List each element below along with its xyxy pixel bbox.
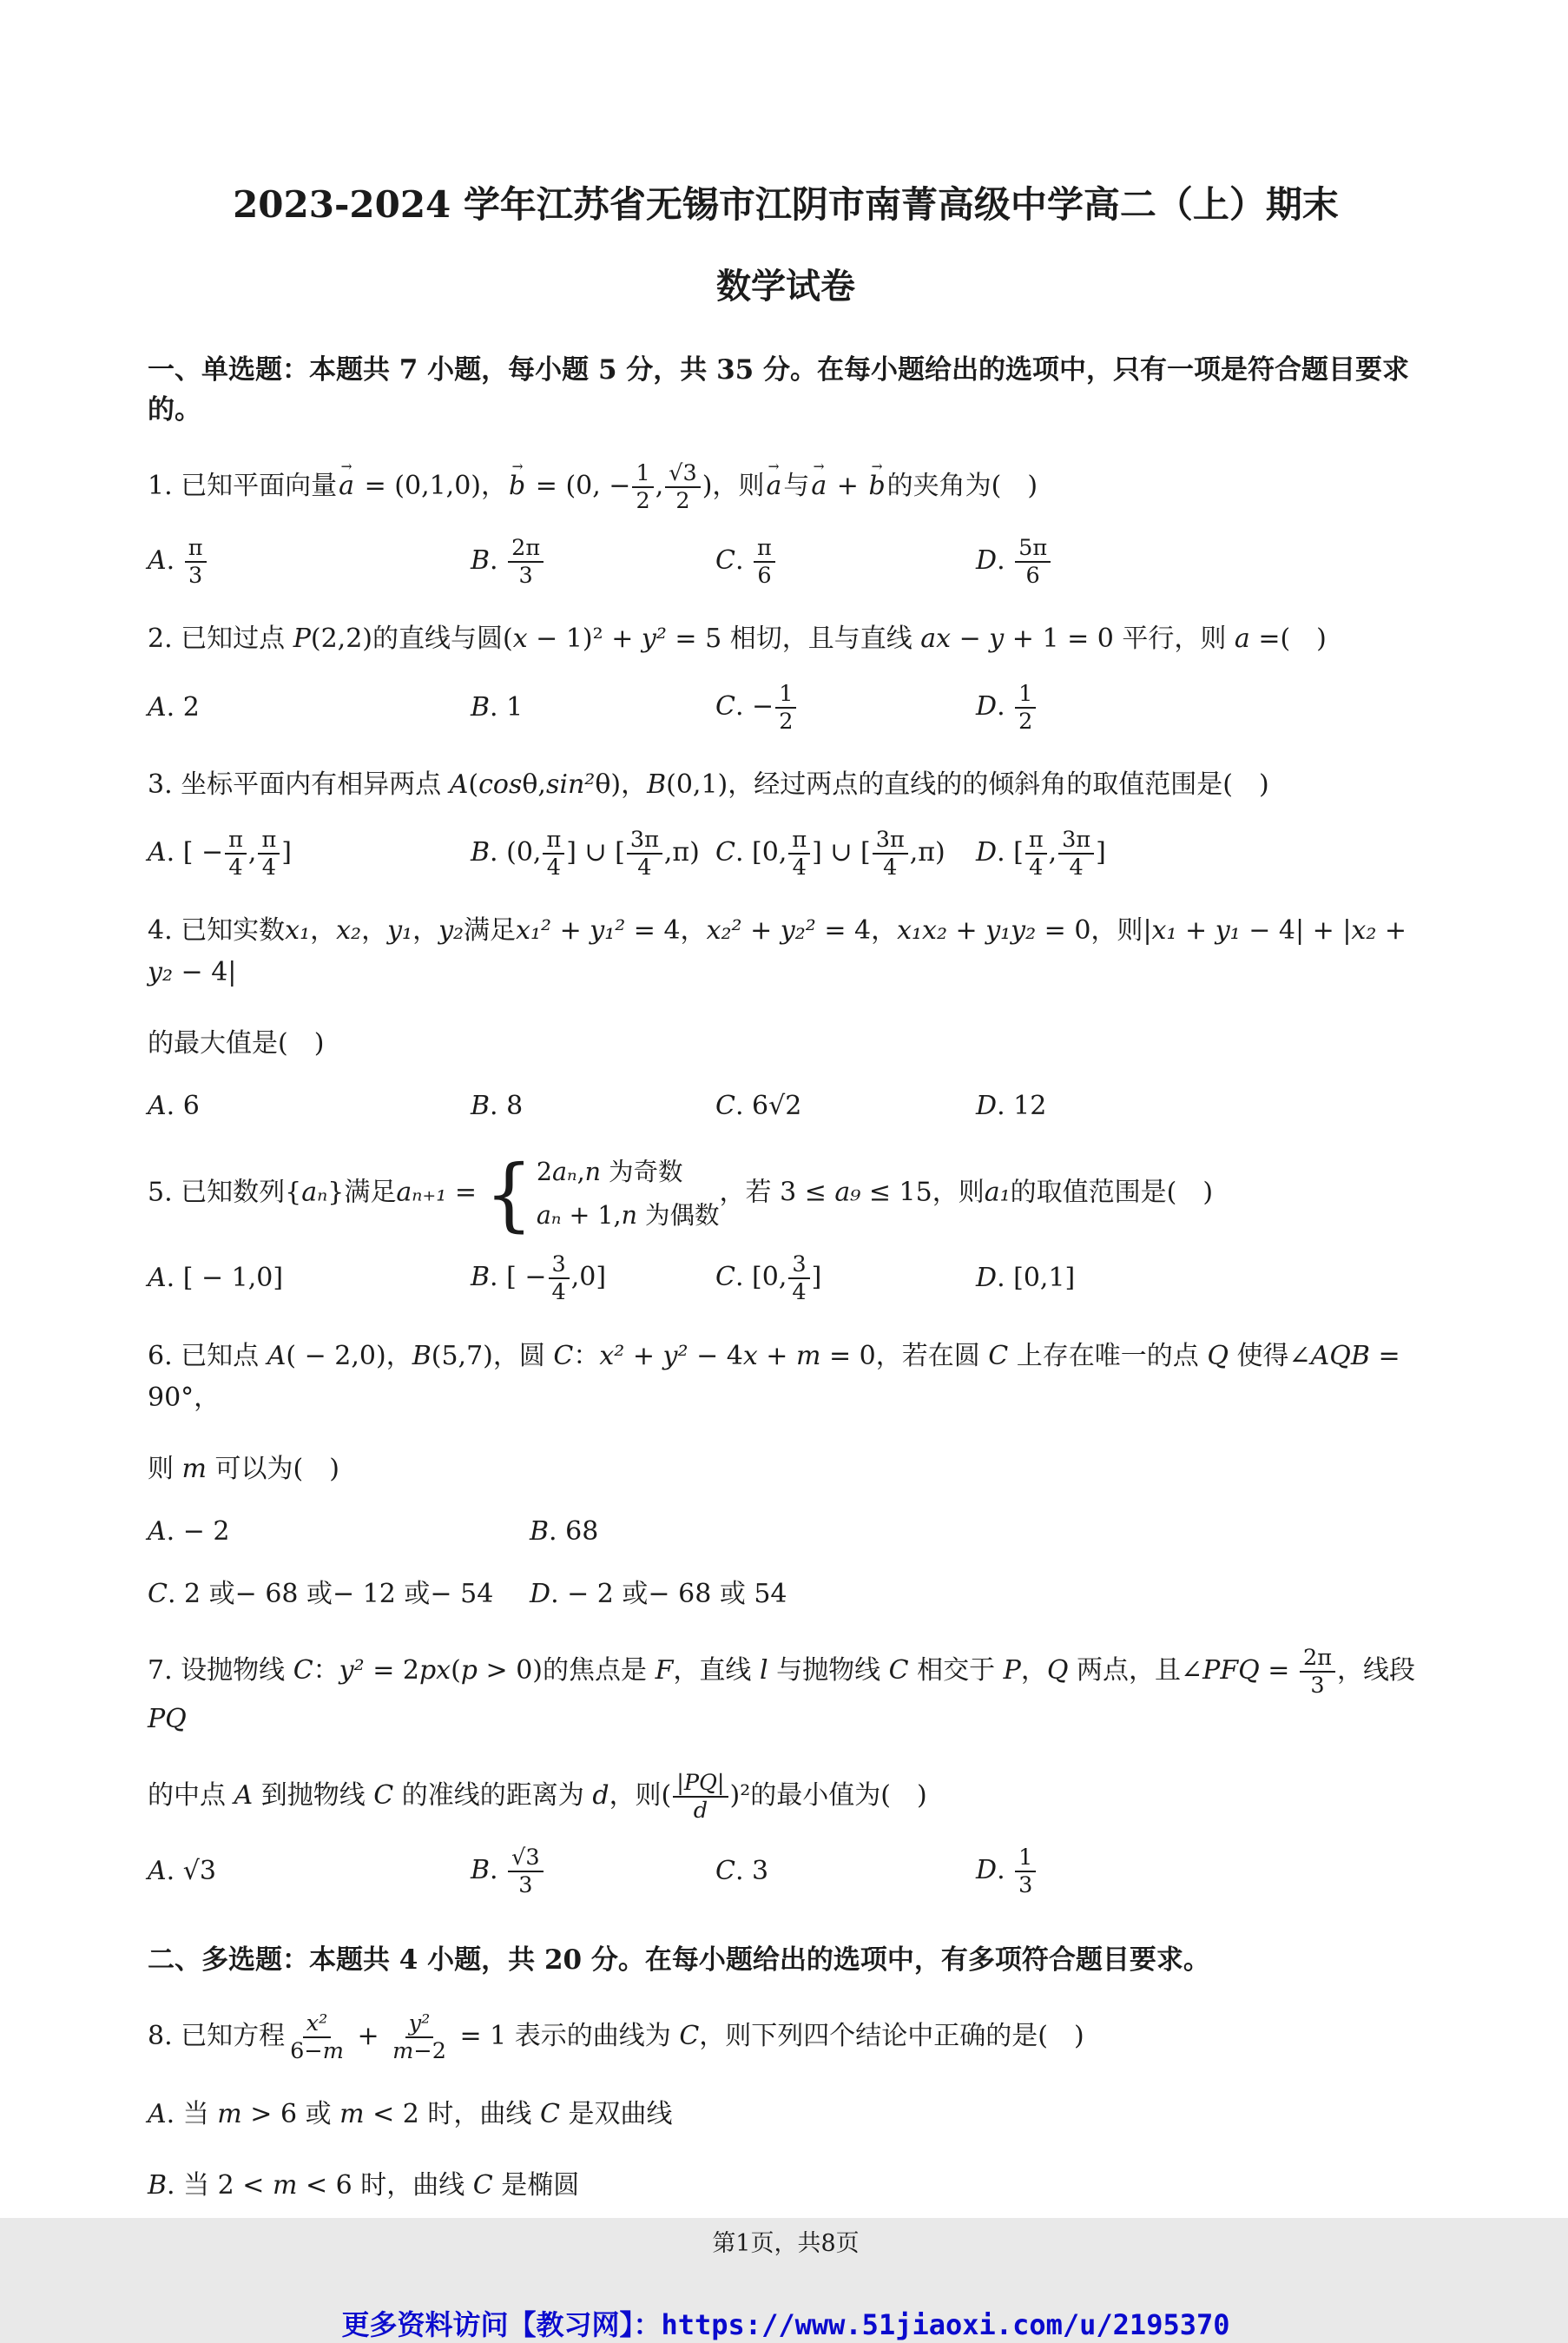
fraction: $\frac{1}{2}$	[774, 681, 798, 735]
question-4-option: D. 12	[976, 1091, 1047, 1122]
question-3-option: A. [ − $\frac{\pi}{4}$ , $\frac{\pi}{4}$ ]	[148, 826, 292, 881]
promo-link[interactable]: https://www.51jiaoxi.com/u/2195370	[661, 2307, 1230, 2341]
question-1-option: D. $\frac{5\pi}{6}$	[976, 535, 1424, 589]
question-2-option: A. 2	[148, 691, 200, 723]
fraction: $\frac{3\pi}{4}$	[625, 827, 664, 881]
question-6-option: B. 68	[530, 1515, 599, 1547]
question-1-options-row	[148, 535, 1424, 589]
fraction: $\frac{\pi}{3}$	[183, 535, 208, 589]
question-8-option: A. 当 m > 6 或 m < 2 时，曲线 C 是双曲线	[148, 2098, 673, 2129]
question-1-option: C. $\frac{\pi}{6}$	[715, 535, 976, 589]
question-7-stem: 7. 设抛物线 C：y² = 2px(p > 0)的焦点是 F，直线 l 与抛物线 C 相交于 P，Q 两点，且∠PFQ = $\frac{2\pi}{3}$ ，线段 PQ	[148, 1644, 1415, 1734]
promo-prefix: 更多资料访问【教习网】：	[341, 2307, 662, 2341]
exam-title-line1: 2023-2024 学年江苏省无锡市江阴市南菁高级中学高二（上）期末	[233, 183, 1339, 226]
fraction: $\frac{\pi}{4}$	[541, 827, 566, 881]
question-6-option: C. 2 或− 68 或− 12 或− 54	[148, 1578, 494, 1609]
question-6-stem: 6. 已知点 A( − 2,0)，B(5,7)，圆 C：x² + y² − 4x + m = 0，若在圆 C 上存在唯一的点 Q 使得∠AQB = 90°，	[148, 1340, 1400, 1413]
page-number: 第1页，共8页	[712, 2229, 860, 2257]
question-2-stem: 2. 已知过点 P(2,2)的直线与圆(x − 1)² + y² = 5 相切，且与直线 ax − y + 1 = 0 平行，则 a =( )	[148, 623, 1327, 654]
piecewise-cases: { 2aₙ,n 为奇数 aₙ + 1,n 为偶数	[484, 1147, 720, 1241]
fraction: $\frac{\text{y²}}{m-2}$	[392, 2010, 446, 2064]
fraction: $\frac{\pi}{4}$	[787, 827, 812, 881]
question-1-stem: 1. 已知平面向量→ a = (0,1,0)，→ b = (0, − $\frac{1}{2}$ , $\frac{√3}{2}$ )，则→ a与→ a + → b的夹角为( )	[148, 460, 1424, 514]
vector-a: → a	[764, 465, 783, 507]
question-1-option: B. $\frac{2\pi}{3}$	[471, 535, 715, 589]
question-8	[148, 2010, 1424, 2207]
question-2	[148, 618, 1424, 735]
fraction: $\frac{√3}{3}$	[506, 1845, 544, 1898]
question-2-options-row	[148, 681, 1424, 735]
vector-a: → a	[337, 465, 356, 507]
promo-line	[148, 2303, 1424, 2343]
question-6-options-row	[148, 1511, 1424, 1553]
question-1-option: A. $\frac{\pi}{3}$	[148, 535, 471, 589]
fraction: $\frac{3}{4}$	[787, 1251, 811, 1305]
question-8-stem: 8. 已知方程 $\frac{\text{x²}}{6-m}$ + $\frac{\text{y²}}{m-2}$ = 1 表示的曲线为 C，则下列四个结论中正确的是( )	[148, 2010, 1084, 2064]
question-6-option: D. − 2 或− 68 或 54	[530, 1578, 787, 1609]
fraction: $\frac{3\pi}{4}$	[871, 827, 910, 881]
question-5-option: B. [ − $\frac{3}{4}$ ,0]	[471, 1251, 607, 1306]
question-7-option: C. 3	[715, 1855, 769, 1886]
question-6-stem: 则 m 可以为( )	[148, 1453, 339, 1484]
fraction: $\frac{3\pi}{4}$	[1057, 827, 1096, 881]
question-4-options-row	[148, 1086, 1424, 1127]
question-7	[148, 1645, 1424, 1898]
fraction: $\frac{5\pi}{6}$	[1013, 535, 1052, 589]
question-5-option: D. [0,1]	[976, 1263, 1076, 1294]
question-6	[148, 1336, 1424, 1615]
question-3-option: C. [0, $\frac{\pi}{4}$ ] ∪ [ $\frac{3\pi}{4}$ ,π)	[715, 826, 945, 881]
question-6-options-row	[148, 1574, 1424, 1615]
question-5-option: C. [0, $\frac{3}{4}$ ]	[715, 1251, 822, 1306]
question-4-option: A. 6	[148, 1091, 200, 1122]
question-2-option: B. 1	[471, 691, 524, 723]
question-8-option: B. 当 2 < m < 6 时，曲线 C 是椭圆	[148, 2169, 580, 2201]
vector-b: → b	[507, 465, 527, 507]
section-header: 一、单选题：本题共 7 小题，每小题 5 分，共 35 分。在每小题给出的选项中，只有一项是符合题目要求的。	[148, 353, 1410, 426]
fraction: $\frac{\pi}{6}$	[752, 535, 777, 589]
question-6-option: A. − 2	[148, 1515, 230, 1547]
fraction: $\frac{\pi}{4}$	[1024, 827, 1049, 881]
question-2-option: D. $\frac{1}{2}$	[976, 681, 1424, 735]
fraction: $\frac{2\pi}{3}$	[506, 535, 545, 589]
fraction: $\frac{3}{4}$	[547, 1251, 571, 1305]
question-4-stem: 4. 已知实数x₁，x₂，y₁，y₂满足x₁² + y₁² = 4，x₂² + y₂² = 4，x₁x₂ + y₁y₂ = 0，则|x₁ + y₁ − 4| + |x₂ + y₂ − 4|	[148, 915, 1407, 988]
fraction: $\frac{√3}{2}$	[663, 460, 702, 514]
fraction: $\frac{|PQ|}{d}$	[671, 1770, 729, 1824]
question-4-stem: 的最大值是( )	[148, 1028, 325, 1059]
section-header: 二、多选题：本题共 4 小题，共 20 分。在每小题给出的选项中，有多项符合题目要求。	[148, 1944, 1210, 1976]
vector-b: → b	[866, 465, 886, 507]
question-5	[148, 1147, 1424, 1306]
question-3-option: B. (0, $\frac{\pi}{4}$ ] ∪ [ $\frac{3\pi}{4}$ ,π)	[471, 826, 700, 881]
question-3-option: D. [ $\frac{\pi}{4}$ , $\frac{3\pi}{4}$ ]	[976, 826, 1106, 881]
fraction: $\frac{\pi}{4}$	[256, 827, 281, 881]
fraction: $\frac{1}{2}$	[630, 460, 655, 514]
exam-body	[148, 308, 1424, 2207]
question-3	[148, 764, 1424, 881]
question-5-option: A. [ − 1,0]	[148, 1263, 284, 1294]
question-1	[148, 460, 1424, 589]
question-7-option: D. $\frac{1}{3}$	[976, 1845, 1424, 1898]
question-5-stem: 5. 已知数列{aₙ}满足aₙ₊₁ = { 2aₙ,n 为奇数 aₙ + 1,n 为偶数 ，若 3 ≤ a₉ ≤ 15，则a₁的取值范围是( )	[148, 1147, 1214, 1241]
question-7-option: A. √3	[148, 1855, 216, 1886]
exam-title-line2: 数学试卷	[716, 265, 855, 307]
question-7-option: B. $\frac{√3}{3}$	[471, 1845, 715, 1898]
vector-a: → a	[809, 465, 828, 507]
question-4	[148, 910, 1424, 1127]
fraction: $\frac{1}{2}$	[1013, 681, 1038, 735]
fraction: $\frac{\text{x²}}{6-m}$	[290, 2010, 344, 2064]
fraction: $\frac{\pi}{4}$	[223, 827, 248, 881]
question-7-options-row	[148, 1845, 1424, 1898]
question-7-stem: 的中点 A 到抛物线 C 的准线的距离为 d，则( $\frac{|PQ|}{d}$ )²的最小值为( )	[148, 1769, 927, 1824]
question-5-options-row	[148, 1251, 1424, 1305]
question-3-stem: 3. 坐标平面内有相异两点 A(cosθ,sin²θ)，B(0,1)，经过两点的直线的的倾斜角的取值范围是( )	[148, 769, 1269, 800]
question-4-option: C. 6√2	[715, 1091, 802, 1122]
question-3-options-row	[148, 827, 1424, 881]
fraction: $\frac{2\pi}{3}$	[1298, 1645, 1337, 1699]
question-4-option: B. 8	[471, 1091, 524, 1122]
fraction: $\frac{1}{3}$	[1013, 1845, 1038, 1898]
question-2-option: C. − $\frac{1}{2}$	[715, 681, 976, 735]
